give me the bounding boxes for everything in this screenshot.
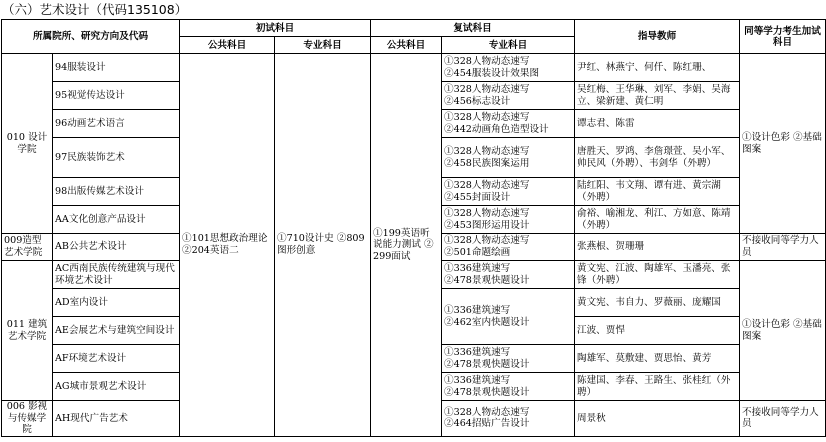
institute-011: 011 建筑艺术学院 — [2, 261, 53, 401]
teachers-cell: 吴红梅、王华琳、刘军、李娟、吴海立、梁新建、黄仁明 — [575, 82, 740, 110]
header-initial-public: 公共科目 — [180, 37, 275, 54]
retest-major-cell: ①328人物动态速写 ②464招贴广告设计 — [442, 401, 575, 437]
institute-006: 006 影视与传媒学院 — [2, 401, 53, 437]
equivalent-cell: 不接收同等学力人员 — [740, 234, 826, 261]
equivalent-cell: ①设计色彩 ②基础图案 — [740, 54, 826, 234]
teachers-cell: 周景秋 — [575, 401, 740, 437]
direction-cell: AD室内设计 — [53, 289, 180, 317]
direction-cell: 94服装设计 — [53, 54, 180, 82]
teachers-cell: 江波、贾悍 — [575, 317, 740, 345]
header-supervisors: 指导教师 — [575, 20, 740, 54]
direction-cell: AH现代广告艺术 — [53, 401, 180, 437]
retest-major-cell: ①328人物动态速写 ②442动画角色造型设计 — [442, 110, 575, 138]
section-title: （六）艺术设计（代码135108） — [2, 2, 188, 17]
retest-major-cell: ①336建筑速写 ②478景观快题设计 — [442, 373, 575, 401]
institute-010: 010 设计学院 — [2, 54, 53, 234]
program-table — [1, 19, 826, 437]
teachers-cell: 陆红阳、韦文翔、谭有进、黄宗湖（外聘） — [575, 178, 740, 206]
teachers-cell: 黄文宪、江波、陶雄军、玉潘亮、张锋（外聘） — [575, 261, 740, 289]
direction-cell: 96动画艺术语言 — [53, 110, 180, 138]
direction-cell: AE会展艺术与建筑空间设计 — [53, 317, 180, 345]
teachers-cell: 黄文宪、韦自力、罗薇丽、庞耀国 — [575, 289, 740, 317]
retest-major-cell: ①328人物动态速写 ②454服装设计效果图 — [442, 54, 575, 82]
equivalent-cell: ①设计色彩 ②基础图案 — [740, 261, 826, 401]
header-initial-major: 专业科目 — [275, 37, 371, 54]
retest-major-cell: ①328人物动态速写 ②453图形运用设计 — [442, 206, 575, 234]
direction-cell: AC西南民族传统建筑与现代环境艺术设计 — [53, 261, 180, 289]
header-retest-public: 公共科目 — [371, 37, 442, 54]
teachers-cell: 张燕根、贺珊珊 — [575, 234, 740, 261]
teachers-cell: 尹红、林燕宁、何仟、陈红珊、 — [575, 54, 740, 82]
header-retest: 复试科目 — [371, 20, 575, 37]
header-institute-direction: 所属院所、研究方向及代码 — [2, 20, 180, 54]
direction-cell: AB公共艺术设计 — [53, 234, 180, 261]
teachers-cell: 陈建国、李春、王路生、张桂红（外聘） — [575, 373, 740, 401]
retest-public-cell: ①199英语听说能力测试 ②299面试 — [371, 54, 442, 437]
retest-major-cell: ①336建筑速写 ②478景观快题设计 — [442, 261, 575, 289]
equivalent-cell: 不接收同等学力人员 — [740, 401, 826, 437]
initial-public-cell: ①101思想政治理论 ②204英语二 — [180, 54, 275, 437]
header-retest-major: 专业科目 — [442, 37, 575, 54]
retest-major-cell: ①328人物动态速写 ②501命题绘画 — [442, 234, 575, 261]
header-initial: 初试科目 — [180, 20, 371, 37]
teachers-cell: 陶雄军、莫敷建、贾思怡、黄芳 — [575, 345, 740, 373]
teachers-cell: 谭志君、陈雷 — [575, 110, 740, 138]
direction-cell: 95视觉传达设计 — [53, 82, 180, 110]
direction-cell: 97民族装饰艺术 — [53, 138, 180, 178]
direction-cell: AF环境艺术设计 — [53, 345, 180, 373]
retest-major-cell: ①328人物动态速写 ②456标志设计 — [442, 82, 575, 110]
teachers-cell: 唐胜天、罗鸿、李詹璟萱、吴小军、帅民风（外聘）、韦剑华（外聘） — [575, 138, 740, 178]
teachers-cell: 俞裕、喻湘龙、利江、方如意、陈靖（外聘） — [575, 206, 740, 234]
header-equivalent: 同等学力考生加试科目 — [740, 20, 826, 54]
retest-major-cell: ①328人物动态速写 ②458民族图案运用 — [442, 138, 575, 178]
institute-009: 009造型艺术学院 — [2, 234, 53, 261]
retest-major-cell: ①328人物动态速写 ②455封面设计 — [442, 178, 575, 206]
retest-major-cell: ①336建筑速写 ②478景观快题设计 — [442, 345, 575, 373]
direction-cell: AG城市景观艺术设计 — [53, 373, 180, 401]
direction-cell: AA文化创意产品设计 — [53, 206, 180, 234]
retest-major-cell: ①336建筑速写 ②462室内快题设计 — [442, 289, 575, 345]
initial-major-cell: ①710设计史 ②809图形创意 — [275, 54, 371, 437]
direction-cell: 98出版传媒艺术设计 — [53, 178, 180, 206]
